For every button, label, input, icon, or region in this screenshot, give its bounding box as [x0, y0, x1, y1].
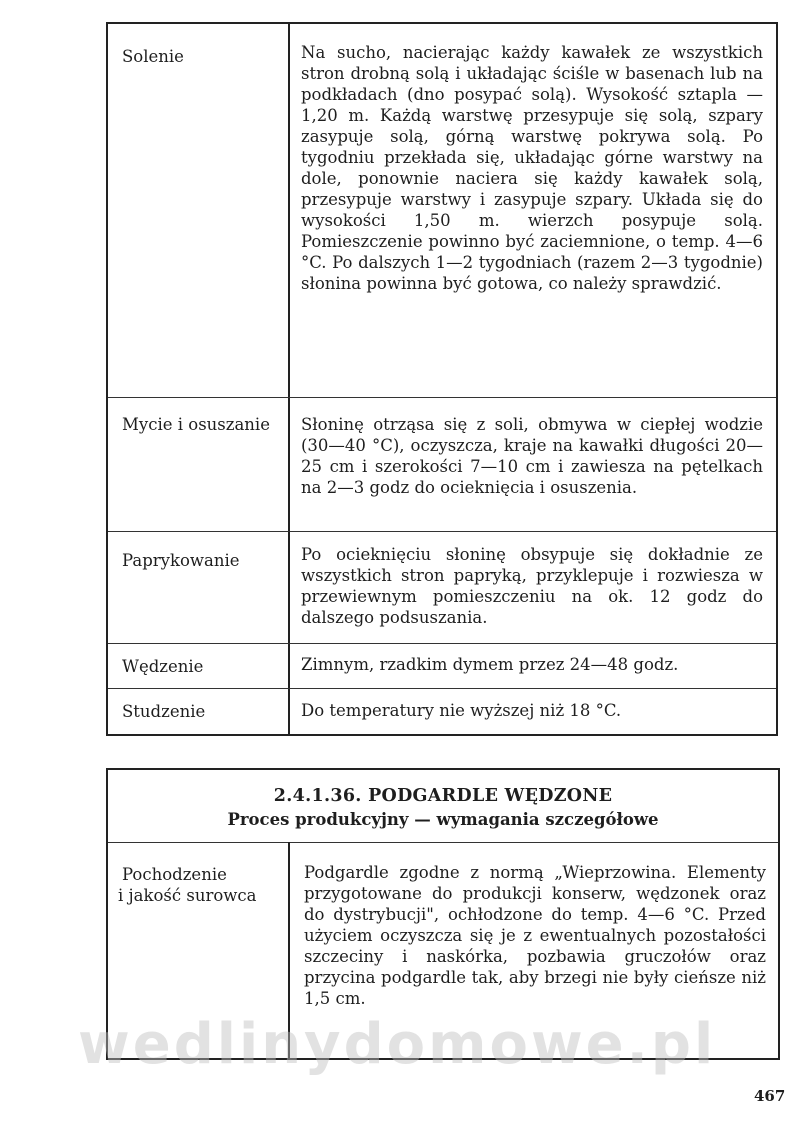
row-text: Na sucho, nacierając każdy kawałek ze wszystkich stron drobną solą i układając ściśle w basenach lub na podkładach (dno posypać solą). Wysokość sztapla — 1,20 m. Każdą warstwę przesypuje się solą, szpary zasypuje solą, górną warstwę pokrywa solą. Po tygodniu przekłada się, układając górne warstwy na dole, ponownie naciera się każdy kawałek solą, przesypuje warstwy i zasypuje szpary. Układa się do wysokości 1,50 m. wierzch posypuje solą. Pomieszczenie powinno być zaciemnione, o temp. 4—6 °C. Po dalszych 1—2 tygodniach (razem 2—3 tygodnie) słonina powinna być gotowa, co należy sprawdzić.: [301, 43, 763, 293]
row-text: Słoninę otrząsa się z soli, obmywa w ciepłej wodzie (30—40 °C), oczyszcza, kraje na kawałki długości 20—25 cm i szerokości 7—10 cm i zawiesza na pętelkach na 2—3 godz do ocieknięcia i osuszenia.: [301, 415, 763, 497]
section-heading: [108, 770, 778, 843]
row-text: Po ocieknięciu słoninę obsypuje się dokładnie ze wszystkich stron papryką, przyklepuje i rozwiesza w przewiewnym pomieszczeniu na ok. 12 godz do dalszego podsuszania.: [301, 545, 763, 627]
row-label: Solenie: [122, 47, 184, 66]
row-label: Wędzenie: [122, 657, 204, 676]
table-row-wedzenie: [108, 644, 776, 689]
row-text: Podgardle zgodne z normą „Wieprzowina. Elementy przygotowane do produkcji konserw, wędzonek oraz do dystrybucji", ochłodzone do temp. 4—6 °C. Przed użyciem oczyszcza się je z ewentualnych pozostałości szczeciny i naskórka, pozbawia gruczołów oraz przycina podgardle tak, aby brzegi nie były cieńsze niż 1,5 cm.: [304, 863, 766, 1008]
row-label: Studzenie: [122, 702, 206, 721]
page-number: 467: [754, 1087, 786, 1105]
section-title: 2.4.1.36. PODGARDLE WĘDZONE: [273, 786, 613, 806]
row-label: Mycie i osuszanie: [122, 415, 270, 434]
process-table-slonina: [106, 22, 778, 736]
table-row-studzenie: [108, 689, 776, 734]
row-label: [118, 864, 282, 906]
watermark: wedlinydomowe.pl: [78, 1012, 717, 1077]
row-text: Zimnym, rzadkim dymem przez 24—48 godz.: [301, 655, 679, 674]
table-row-paprykowanie: [108, 532, 776, 644]
row-label-line: Pochodzenie: [122, 865, 227, 884]
row-text: Do temperatury nie wyższej niż 18 °C.: [301, 701, 622, 720]
table-row-mycie: [108, 398, 776, 532]
row-label: Paprykowanie: [122, 551, 240, 570]
table-row-solenie: [108, 24, 776, 398]
row-label-line: i jakość surowca: [118, 886, 257, 905]
section-subtitle: Proces produkcyjny — wymagania szczegółowe: [227, 810, 659, 829]
